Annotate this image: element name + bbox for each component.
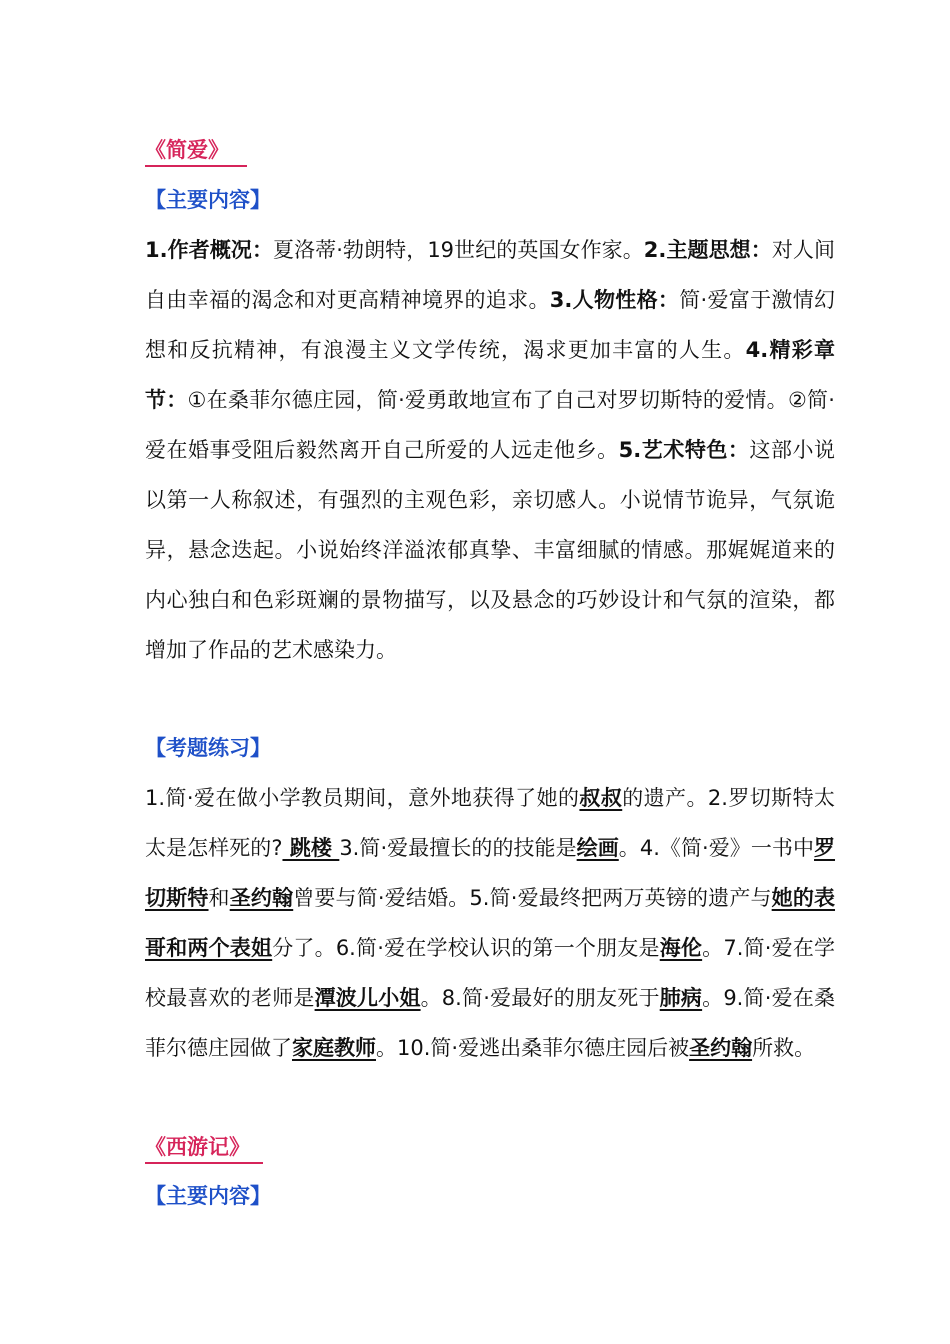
exercise-7-answer: 潭波儿小姐 [314, 986, 421, 1010]
exercise-5-tail: 分了。 [272, 936, 336, 960]
main-content-paragraph [145, 225, 835, 675]
exercise-4-text: 4.《简·爱》一书中 [639, 836, 815, 860]
content-text-art: 这部小说以第一人称叙述，有强烈的主观色彩，亲切感人。小说情节诡异，气氛诡异，悬念迭起。小说始终洋溢浓郁真挚、丰富细腻的情感。那娓娓道来的内心独白和色彩斑斓的景物描写，以及悬念的巧妙设计和气氛的渲染，都增加了作品的艺术感染力。 [145, 438, 836, 662]
exercise-4-answer-2: 圣约翰 [229, 886, 294, 910]
exercise-3-answer: 绘画 [576, 836, 619, 860]
exercise-6-text: 6.简·爱在学校认识的第一个朋友是 [335, 936, 660, 960]
exercise-9-tail: 。 [376, 1036, 397, 1060]
exercise-9-text: 9.简·爱在桑菲尔德庄园做了 [145, 986, 836, 1060]
exercise-8-text: 8.简·爱最好的朋友死于 [441, 986, 660, 1010]
exercise-2-text: 2.罗切斯特太太是怎样死的? [145, 786, 835, 860]
content-label-author: 1.作者概况： [145, 238, 274, 262]
exercise-3-tail: 。 [618, 836, 640, 860]
exercise-5-answer: 她的表哥和两个表姐 [145, 886, 836, 960]
exercise-5-text: 5.简·爱最终把两万英镑的遗产与 [469, 886, 772, 910]
book-title-journey-west: 《西游记》 [145, 1132, 250, 1162]
exercise-4-answer-1: 罗切斯特 [145, 836, 836, 910]
exercise-3-text: 3.简·爱最擅长的的技能是 [339, 836, 577, 860]
section-head-main-content-2: 【主要内容】 [145, 1184, 271, 1208]
content-text-chapters: ①在桑菲尔德庄园，简·爱勇敢地宣布了自己对罗切斯特的爱情。②简·爱在婚事受阻后毅然离开自己所爱的人远走他乡。 [145, 388, 835, 462]
exercise-6-answer: 海伦 [659, 936, 703, 960]
exercise-paragraph [145, 773, 835, 1073]
exercise-8-answer: 肺病 [659, 986, 703, 1010]
content-text-author: 夏洛蒂·勃朗特，19世纪的英国女作家。 [273, 238, 644, 262]
exercise-8-tail: 。 [702, 986, 724, 1010]
exercise-9-answer: 家庭教师 [292, 1036, 376, 1060]
section-head-exercises: 【考题练习】 [145, 736, 271, 760]
exercise-1-tail: 的遗产。 [622, 786, 708, 810]
section-head-main-content: 【主要内容】 [145, 188, 271, 212]
exercise-4-mid: 和 [208, 886, 230, 910]
content-label-character: 3.人物性格： [549, 288, 680, 312]
exercise-10-tail: 所救。 [752, 1036, 816, 1060]
content-text-character: 简·爱富于激情幻想和反抗精神，有浪漫主义文学传统，渴求更加丰富的人生。 [145, 288, 836, 362]
content-text-theme: 对人间自由幸福的渴念和对更高精神境界的追求。 [145, 238, 835, 312]
exercise-10-answer: 圣约翰 [689, 1036, 753, 1060]
exercise-7-text: 7.简·爱在学校最喜欢的老师是 [145, 936, 836, 1010]
content-label-art: 5.艺术特色： [618, 438, 750, 462]
exercise-6-tail: 。 [702, 936, 724, 960]
content-label-chapters: 4.精彩章节： [145, 338, 836, 412]
exercise-7-tail: 。 [420, 986, 442, 1010]
exercise-2-answer: 跳楼 [282, 836, 340, 860]
book-title-jane-eyre: 《简爱》 [145, 135, 229, 165]
exercise-4-tail: 曾要与简·爱结婚。 [293, 886, 470, 910]
exercise-1-answer: 叔叔 [579, 786, 623, 810]
exercise-10-text: 10.简·爱逃出桑菲尔德庄园后被 [397, 1036, 690, 1060]
exercise-1-text: 1.简·爱在做小学教员期间，意外地获得了她的 [145, 786, 580, 810]
content-label-theme: 2.主题思想： [643, 238, 772, 262]
